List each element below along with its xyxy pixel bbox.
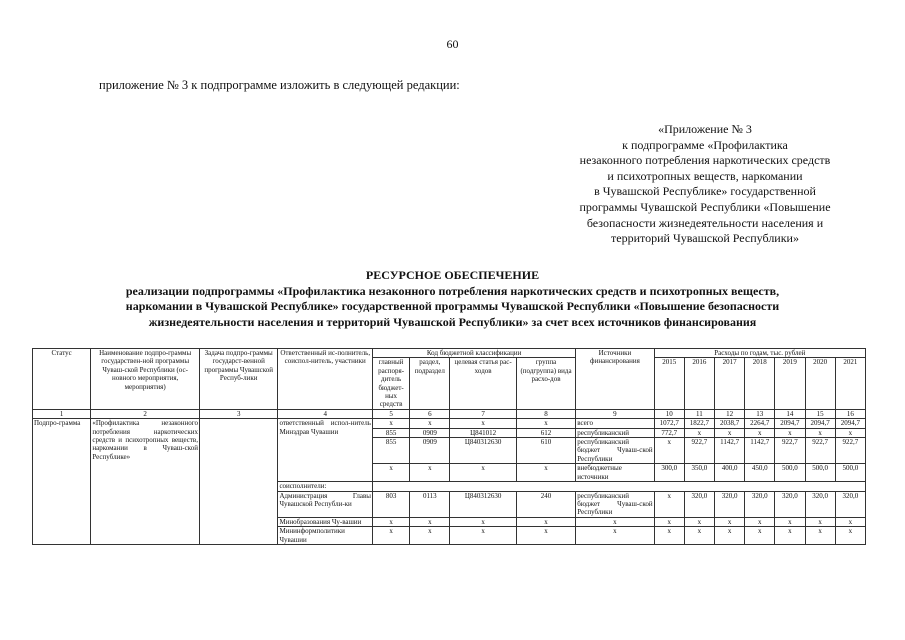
column-number: 8 — [516, 409, 575, 418]
cell-value: х — [805, 527, 835, 545]
cell-value: 2094,7 — [775, 419, 805, 428]
cell-code-vr: х — [516, 517, 575, 526]
appendix-line: «Приложение № 3 — [658, 122, 752, 136]
cell-code-gr: х — [372, 527, 409, 545]
appendix-caption — [540, 122, 870, 247]
header-code-cs: целевая статья рас-ходов — [450, 358, 516, 409]
header-code-vr: группа (подгруппа) вида расхо-дов — [516, 358, 575, 409]
cell-value: 2264,7 — [745, 419, 775, 428]
cell-value: 320,0 — [684, 491, 714, 517]
cell-value: х — [775, 527, 805, 545]
cell-value: 300,0 — [654, 464, 684, 482]
cell-value: 2094,7 — [805, 419, 835, 428]
cell-value: 1072,7 — [654, 419, 684, 428]
header-budget-code: Код бюджетной классификации — [372, 349, 575, 358]
cell-value: 500,0 — [775, 464, 805, 482]
cell-value: х — [654, 438, 684, 464]
cell-code-rz: х — [410, 419, 450, 428]
column-number: 3 — [199, 409, 277, 418]
column-number-row — [33, 409, 866, 418]
header-year: 2019 — [775, 358, 805, 409]
cell-task — [199, 419, 277, 545]
appendix-line: в Чувашской Республике» государственной — [594, 184, 816, 199]
cell-responsible: Мининформполитики Чувашии — [278, 527, 373, 545]
cell-value: 320,0 — [775, 491, 805, 517]
cell-code-vr: 240 — [516, 491, 575, 517]
cell-responsible: ответственный испол-нитель Минздрав Чувашии — [278, 419, 373, 482]
intro-text: приложение № 3 к подпрограмме изложить в следующей редакции: — [99, 78, 460, 92]
cell-value: х — [835, 527, 865, 545]
cell-value: 2038,7 — [715, 419, 745, 428]
cell-value: 1142,7 — [745, 438, 775, 464]
cell-code-gr: х — [372, 464, 409, 482]
cell-value: х — [745, 517, 775, 526]
cell-code-cs: Ц840312630 — [450, 491, 516, 517]
cell-source: всего — [576, 419, 654, 428]
header-task: Задача подпро-граммы государст-венной программы Чувашской Респуб-лики — [199, 349, 277, 410]
column-number: 6 — [410, 409, 450, 418]
cell-value: 922,7 — [805, 438, 835, 464]
cell-value: 320,0 — [715, 491, 745, 517]
cell-value: х — [745, 428, 775, 437]
cell-empty — [372, 482, 865, 491]
cell-value: 1142,7 — [715, 438, 745, 464]
column-number: 16 — [835, 409, 865, 418]
cell-value: х — [684, 517, 714, 526]
header-sources: Источники финансирования — [576, 349, 654, 410]
column-number: 12 — [715, 409, 745, 418]
cell-value: х — [684, 527, 714, 545]
cell-value: х — [745, 527, 775, 545]
header-code-gr: главный распоря-дитель бюджет-ных средств — [372, 358, 409, 409]
header-status: Статус — [33, 349, 91, 410]
cell-code-gr: х — [372, 419, 409, 428]
header-year: 2021 — [835, 358, 865, 409]
cell-code-rz: х — [410, 464, 450, 482]
cell-value: х — [835, 428, 865, 437]
cell-value: х — [805, 428, 835, 437]
cell-value: 2094,7 — [835, 419, 865, 428]
cell-code-rz: 0909 — [410, 428, 450, 437]
cell-coexecutors-label: соисполнители: — [278, 482, 373, 491]
cell-code-cs: х — [450, 517, 516, 526]
header-year: 2016 — [684, 358, 714, 409]
cell-code-cs: х — [450, 419, 516, 428]
cell-value: 450,0 — [745, 464, 775, 482]
cell-value: 500,0 — [805, 464, 835, 482]
cell-value: 500,0 — [835, 464, 865, 482]
cell-value: х — [715, 428, 745, 437]
column-number: 2 — [91, 409, 200, 418]
cell-code-gr: 855 — [372, 428, 409, 437]
column-number: 10 — [654, 409, 684, 418]
cell-code-vr: х — [516, 464, 575, 482]
cell-code-cs: х — [450, 464, 516, 482]
resource-table — [32, 348, 866, 545]
cell-value: х — [654, 517, 684, 526]
cell-code-rz: 0909 — [410, 438, 450, 464]
column-number: 14 — [775, 409, 805, 418]
cell-code-rz: х — [410, 527, 450, 545]
column-number: 4 — [278, 409, 373, 418]
cell-source: внебюджетные источники — [576, 464, 654, 482]
cell-value: х — [715, 527, 745, 545]
cell-code-gr: х — [372, 517, 409, 526]
cell-value: х — [775, 517, 805, 526]
cell-responsible: Администрация Главы Чувашской Республи-ки — [278, 491, 373, 517]
cell-value: х — [805, 517, 835, 526]
cell-code-rz: 0113 — [410, 491, 450, 517]
column-number: 9 — [576, 409, 654, 418]
appendix-line: территорий Чувашской Республики» — [611, 231, 799, 246]
appendix-line: программы Чувашской Республики «Повышение — [579, 199, 831, 214]
column-number: 5 — [372, 409, 409, 418]
cell-source: х — [576, 527, 654, 545]
column-number: 7 — [450, 409, 516, 418]
heading-title: РЕСУРСНОЕ ОБЕСПЕЧЕНИЕ — [365, 268, 540, 282]
cell-code-vr: х — [516, 527, 575, 545]
cell-value: 320,0 — [805, 491, 835, 517]
cell-value: х — [684, 428, 714, 437]
cell-value: х — [654, 527, 684, 545]
cell-program-name: «Профилактика незаконного потребления наркотических средств и психотропных веществ, наркомании в Чуваш-ской Республике» — [91, 419, 200, 545]
cell-value: х — [835, 517, 865, 526]
column-number: 13 — [745, 409, 775, 418]
cell-code-gr: 855 — [372, 438, 409, 464]
header-name: Наименование подпро-граммы государствен-ной программы Чуваш-ской Республики (ос-новного мероприятия, мероприятия) — [91, 349, 200, 410]
cell-value: 922,7 — [835, 438, 865, 464]
cell-value: х — [654, 491, 684, 517]
header-year: 2015 — [654, 358, 684, 409]
cell-code-vr: 610 — [516, 438, 575, 464]
document-heading — [40, 268, 865, 330]
header-year: 2020 — [805, 358, 835, 409]
cell-source: республиканский — [576, 428, 654, 437]
cell-value: 320,0 — [745, 491, 775, 517]
cell-code-rz: х — [410, 517, 450, 526]
cell-code-vr: 612 — [516, 428, 575, 437]
cell-value: 1822,7 — [684, 419, 714, 428]
table-header-row — [33, 349, 866, 358]
cell-value: 400,0 — [715, 464, 745, 482]
page-number: 60 — [446, 37, 459, 51]
cell-code-vr: х — [516, 419, 575, 428]
appendix-line: к подпрограмме «Профилактика — [622, 137, 788, 152]
appendix-line: безопасности жизнедеятельности населения и — [586, 215, 824, 230]
heading-line: наркомании в Чувашской Республике» государственной программы Чувашской Республики «Повышение безопасности — [125, 299, 780, 313]
cell-value: 320,0 — [835, 491, 865, 517]
heading-line: жизнедеятельности населения и территорий Чувашской Республики» за счет всех источников финансирования — [148, 314, 757, 329]
cell-responsible: Минобразования Чу-вашии — [278, 517, 373, 526]
table-row — [33, 419, 866, 428]
cell-value: 350,0 — [684, 464, 714, 482]
cell-source: республиканский бюджет Чуваш-ской Республики — [577, 491, 653, 517]
cell-value: х — [715, 517, 745, 526]
cell-value: х — [775, 428, 805, 437]
appendix-line: и психотропных веществ, наркомании — [607, 168, 803, 183]
header-responsible: Ответственный ис-полнитель, соиспол-нитель, участники — [278, 349, 373, 410]
cell-value: 922,7 — [775, 438, 805, 464]
header-code-rz: раздел, подраздел — [410, 358, 450, 409]
header-expenses: Расходы по годам, тыс. рублей — [654, 349, 865, 358]
cell-code-cs: Ц840312630 — [450, 438, 516, 464]
column-number: 1 — [33, 409, 91, 418]
cell-code-gr: 803 — [372, 491, 409, 517]
header-year: 2017 — [715, 358, 745, 409]
cell-value: 922,7 — [684, 438, 714, 464]
header-year: 2018 — [745, 358, 775, 409]
cell-source: х — [576, 517, 654, 526]
cell-value: 772,7 — [654, 428, 684, 437]
cell-status: Подпро-грамма — [33, 419, 91, 545]
column-number: 11 — [684, 409, 714, 418]
cell-source: республиканский бюджет Чуваш-ской Республики — [577, 438, 653, 463]
column-number: 15 — [805, 409, 835, 418]
cell-code-cs: х — [450, 527, 516, 545]
cell-code-cs: Ц841012 — [450, 428, 516, 437]
heading-line: реализации подпрограммы «Профилактика незаконного потребления наркотических средств и психотропных веществ, — [125, 283, 780, 298]
appendix-line: незаконного потребления наркотических средств — [579, 153, 831, 168]
